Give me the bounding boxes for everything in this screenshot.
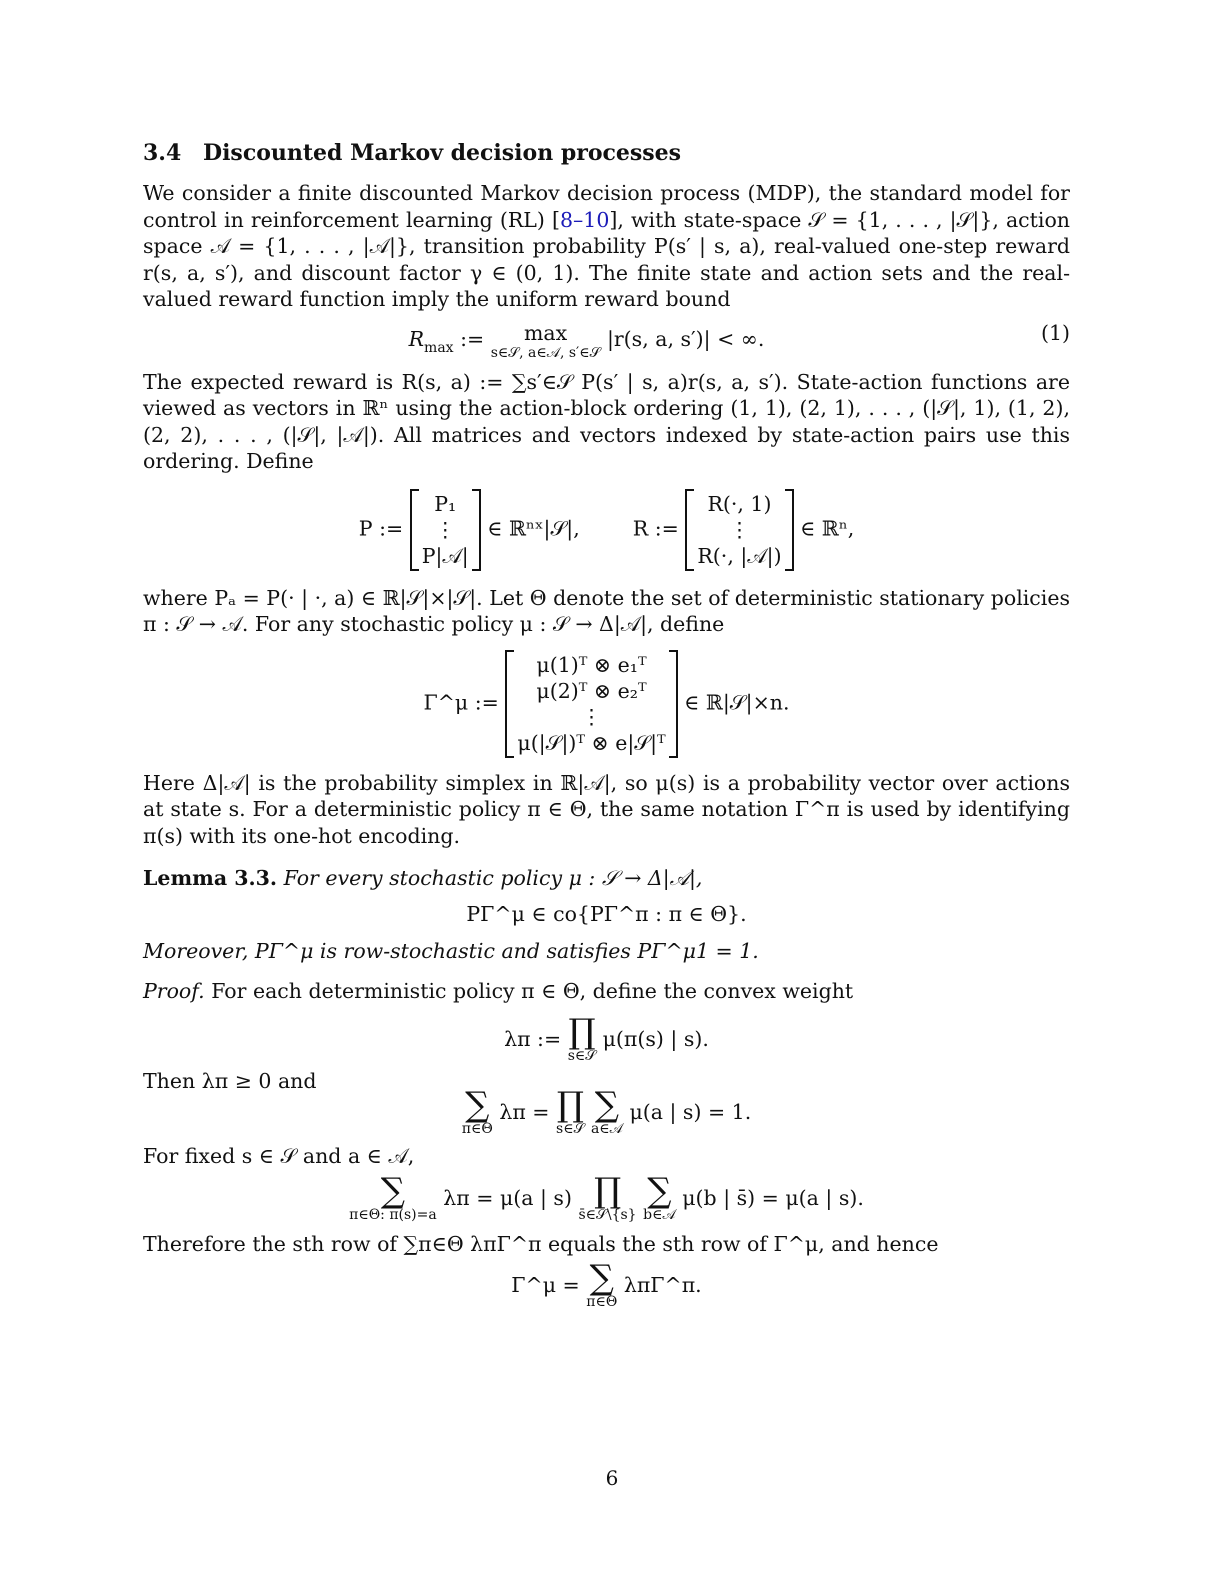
paragraph-policies: where Pₐ = P(· | ·, a) ∈ ℝ|𝒮|×|𝒮|. Let Θ denote the set of deterministic stationary policies π : 𝒮 → 𝒜. For any stochastic policy μ : 𝒮 → Δ|𝒜|, define xyxy=(143,585,1070,636)
r-matrix-row: R(·, |𝒜|) xyxy=(697,543,782,568)
eq1-operator-limits: s∈𝒮, a∈𝒜, s′∈𝒮 xyxy=(490,344,601,361)
equation-5 xyxy=(143,1085,1070,1137)
section-number: 3.4 xyxy=(143,140,182,166)
eq2-r-space: ∈ ℝⁿ, xyxy=(800,516,855,540)
lemma-statement xyxy=(143,865,1070,892)
lemma-moreover-text: Moreover, PΓ^μ is row-stochastic and satisfies PΓ^μ1 = 1. xyxy=(143,938,759,963)
p-matrix xyxy=(410,489,481,571)
eq5-rhs: μ(a | s) = 1. xyxy=(629,1100,752,1124)
eq6-rhs: μ(b | s̄) = μ(a | s). xyxy=(682,1185,864,1210)
eq2-r-lhs: R := xyxy=(632,516,679,540)
eq5-mid: λπ = xyxy=(499,1100,550,1124)
eq1-operator: max xyxy=(523,320,568,345)
proof-text: For each deterministic policy π ∈ Θ, define the convex weight xyxy=(211,979,854,1003)
p-matrix-row: ⋮ xyxy=(434,517,456,542)
paragraph-expected-reward: The expected reward is R(s, a) := ∑s′∈𝒮 P(s′ | s, a)r(s, a, s′). State-action functions are viewed as vectors in ℝⁿ using the action-block ordering (1, 1), (2, 1), . . . , (|𝒮|, 1), (1, 2), (2, 2), . . . , (|𝒮|, |𝒜|). All matrices and vectors indexed by state-action pairs use this ordering. Define xyxy=(143,369,1070,473)
eq4-limits: s∈𝒮 xyxy=(567,1047,597,1064)
gamma-matrix-row: μ(1)ᵀ ⊗ e₁ᵀ xyxy=(536,652,647,677)
eq7-lhs: Γ^μ = xyxy=(511,1273,580,1297)
sum-operator: ∑ xyxy=(647,1170,672,1211)
gamma-matrix xyxy=(505,650,677,758)
eq5-limits: a∈𝒜 xyxy=(590,1121,623,1137)
eq6-limits: s̄∈𝒮\{s} xyxy=(578,1206,637,1223)
product-operator: ∏ xyxy=(556,1085,584,1125)
r-matrix-row: R(·, 1) xyxy=(707,491,772,516)
eq2-p-space: ∈ ℝⁿˣ|𝒮|, xyxy=(487,516,580,540)
gamma-matrix-row: μ(2)ᵀ ⊗ e₂ᵀ xyxy=(536,678,647,703)
eq5-limits: s∈𝒮 xyxy=(556,1121,585,1137)
equation-3 xyxy=(143,650,1070,758)
equation-tag: (1) xyxy=(1040,320,1070,345)
equation-7 xyxy=(143,1258,1070,1310)
citation-link[interactable]: 8–10 xyxy=(559,207,610,232)
sum-operator: ∑ xyxy=(465,1085,490,1125)
r-matrix-row: ⋮ xyxy=(729,517,750,542)
equation-1 xyxy=(143,321,1070,361)
paragraph-intro xyxy=(143,180,1070,313)
lemma-moreover xyxy=(143,938,1070,965)
section-heading xyxy=(143,140,1070,166)
r-matrix xyxy=(685,489,793,571)
eq3-space: ∈ ℝ|𝒮|×n. xyxy=(684,690,790,714)
sum-operator: ∑ xyxy=(594,1085,620,1125)
sum-operator: ∑ xyxy=(589,1258,614,1298)
equation-2 xyxy=(143,489,1070,571)
eq5-limits: π∈Θ xyxy=(461,1121,493,1137)
eq1-lhs-sub: max xyxy=(424,340,454,356)
section-title: Discounted Markov decision processes xyxy=(203,140,682,166)
page-number: 6 xyxy=(605,1466,619,1490)
intro-text-b: ], with state-space 𝒮 = {1, . . . , |𝒮|}, action space 𝒜 = {1, . . . , |𝒜|}, transition probability P(s′ | s, a), real-valued one-step reward r(s, a, s′), and discount factor γ ∈ (0, 1). The finite state and action sets and the real-valued reward function imply the uniform reward bound xyxy=(143,207,1070,311)
eq7-limits: π∈Θ xyxy=(586,1294,618,1310)
page-body xyxy=(143,140,1070,1310)
equation-4 xyxy=(143,1011,1070,1064)
eq1-lhs: R xyxy=(408,327,425,351)
intro-text-a: We consider a finite discounted Markov decision process (MDP), the standard model for control in reinforcement learning (RL) [ xyxy=(143,181,1070,232)
p-matrix-row: P₁ xyxy=(434,491,457,516)
eq3-lhs: Γ^μ := xyxy=(423,690,499,714)
lemma-text: For every stochastic policy μ : 𝒮 → Δ|𝒜|, xyxy=(283,866,703,890)
eq6-limits: π∈Θ: π(s)=a xyxy=(349,1206,437,1223)
p-matrix-row: P|𝒜| xyxy=(421,543,469,568)
eq4-rhs: μ(π(s) | s). xyxy=(602,1026,709,1051)
eq2-p-lhs: P := xyxy=(358,516,404,540)
gamma-matrix-row: ⋮ xyxy=(581,704,602,729)
eq7-rhs: λπΓ^π. xyxy=(623,1273,702,1297)
gamma-matrix-row: μ(|𝒮|)ᵀ ⊗ e|𝒮|ᵀ xyxy=(517,730,666,755)
therefore-line: Therefore the sth row of ∑π∈Θ λπΓ^π equals the sth row of Γ^μ, and hence xyxy=(143,1231,939,1256)
eq1-assign: := xyxy=(460,327,485,351)
product-operator: ∏ xyxy=(594,1170,622,1211)
fixed-line: For fixed s ∈ 𝒮 and a ∈ 𝒜, xyxy=(143,1144,415,1168)
proof-start xyxy=(143,978,1070,1005)
lemma-title: Lemma 3.3. xyxy=(143,866,278,890)
eq6-mid: λπ = μ(a | s) xyxy=(443,1185,572,1210)
lemma-equation: PΓ^μ ∈ co{PΓ^π : π ∈ Θ}. xyxy=(466,901,747,926)
eq1-rhs: |r(s, a, s′)| < ∞. xyxy=(606,327,765,351)
proof-label: Proof. xyxy=(143,979,205,1003)
eq6-limits: b∈𝒜 xyxy=(643,1206,676,1223)
eq4-lhs: λπ := xyxy=(504,1026,562,1051)
then-line: Then λπ ≥ 0 and xyxy=(143,1068,317,1093)
equation-6 xyxy=(143,1170,1070,1223)
sum-operator: ∑ xyxy=(380,1170,406,1211)
paragraph-simplex: Here Δ|𝒜| is the probability simplex in ℝ|𝒜|, so μ(s) is a probability vector over actions at state s. For a deterministic policy π ∈ Θ, the same notation Γ^π is used by identifying π(s) with its one-hot encoding. xyxy=(143,770,1070,848)
product-operator: ∏ xyxy=(568,1011,596,1052)
